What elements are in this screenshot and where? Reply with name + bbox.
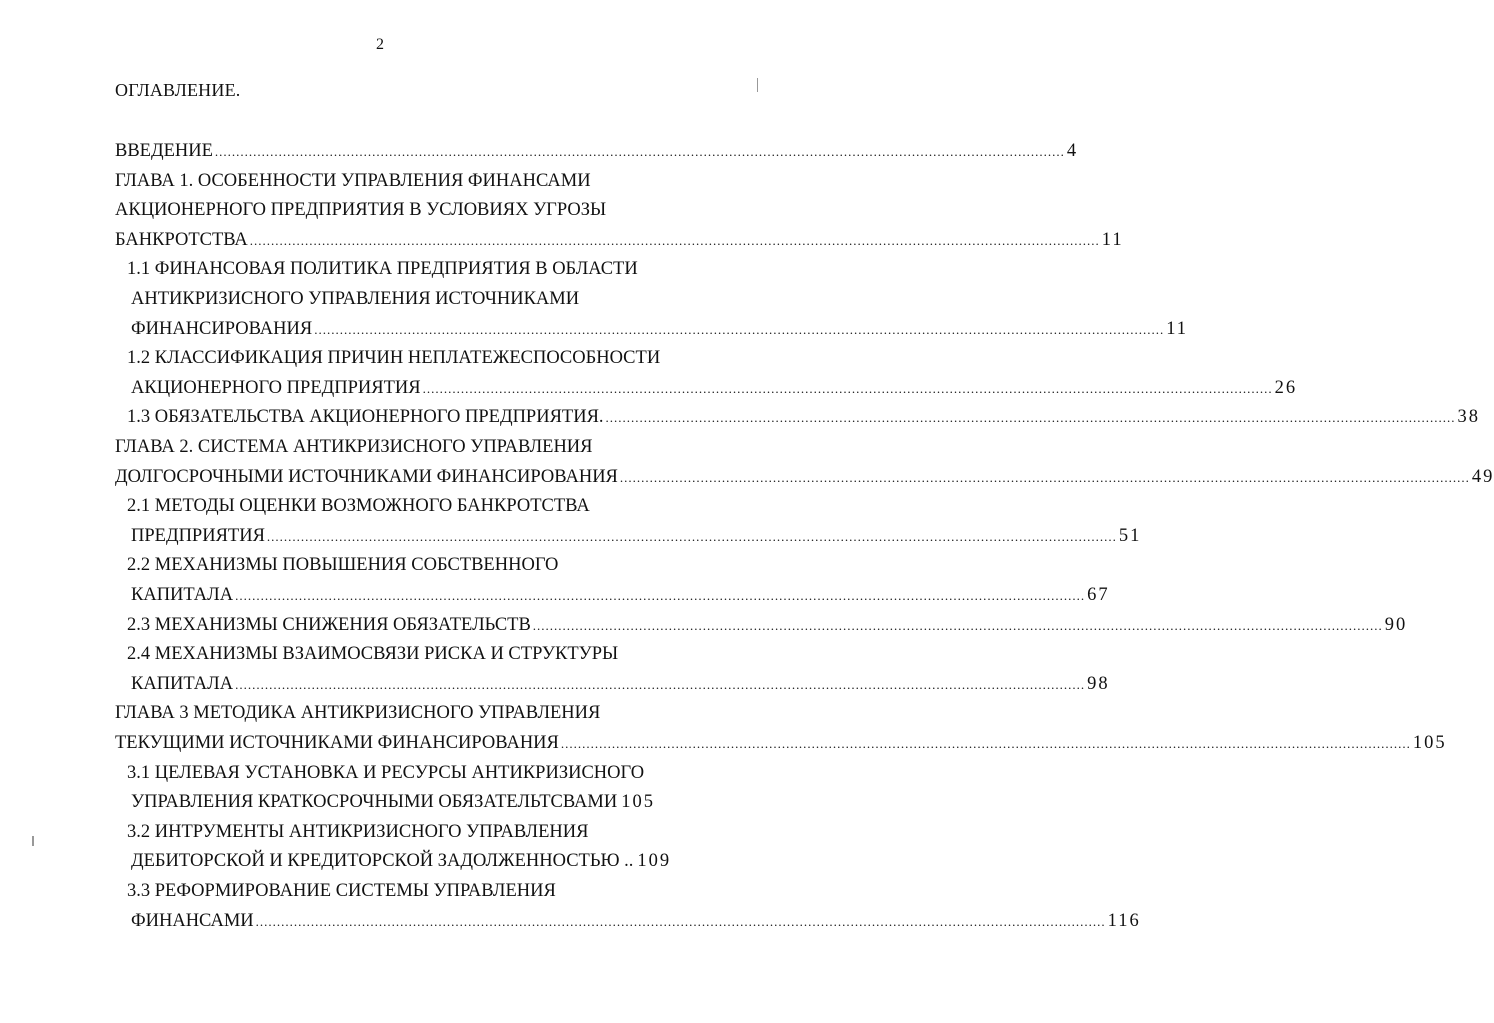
toc-entry-page: 109	[637, 851, 672, 872]
toc-heading: ОГЛАВЛЕНИЕ.	[115, 80, 241, 100]
toc-entry-page: 4	[1066, 141, 1079, 161]
toc-entry-page: 49	[1471, 466, 1494, 487]
toc-entry	[127, 343, 660, 373]
toc-entry-title: 1.2 КЛАССИФИКАЦИЯ ПРИЧИН НЕПЛАТЕЖЕСПОСОБНОСТИ	[127, 348, 661, 369]
toc-entry	[127, 402, 1481, 432]
dot-leader: ........................................................................................................................................................................................................	[214, 144, 1065, 159]
dot-leader: ........................................................................................................................................................................................................	[532, 617, 1383, 633]
toc-entry-page: 26	[1274, 377, 1298, 398]
toc-entry-page: 105	[1412, 733, 1447, 753]
toc-entry	[131, 314, 1189, 344]
toc-entry-title: ГЛАВА 1. ОСОБЕННОСТИ УПРАВЛЕНИЯ ФИНАНСАМИ	[115, 170, 591, 191]
toc-entry-title: АНТИКРИЗИСНОГО УПРАВЛЕНИЯ ИСТОЧНИКАМИ	[131, 289, 580, 309]
toc-entry	[115, 728, 1447, 758]
toc-entry-title: ГЛАВА 3 МЕТОДИКА АНТИКРИЗИСНОГО УПРАВЛЕНИЯ	[115, 703, 601, 724]
toc-entry	[127, 758, 644, 788]
toc-entry-title: ВВЕДЕНИЕ	[115, 141, 213, 161]
toc-entry-title: ПРЕДПРИЯТИЯ	[131, 525, 265, 546]
toc-entry-title: 3.3 РЕФОРМИРОВАНИЕ СИСТЕМЫ УПРАВЛЕНИЯ	[127, 881, 556, 901]
toc-entry	[127, 491, 590, 521]
toc-entry-title: ТЕКУЩИМИ ИСТОЧНИКАМИ ФИНАНСИРОВАНИЯ	[115, 733, 559, 753]
toc-entry-page: 98	[1087, 673, 1110, 694]
toc-entry	[127, 639, 618, 669]
toc-entry-page: 116	[1107, 910, 1141, 931]
toc-entry	[115, 432, 593, 462]
dot-leader: ........................................................................................................................................................................................................	[619, 469, 1470, 485]
toc-entry	[131, 669, 1110, 699]
dot-leader: ........................................................................................................................................................................................................	[605, 410, 1456, 426]
toc-entry-title: ФИНАНСАМИ	[131, 910, 254, 931]
toc-entry-title: ГЛАВА 2. СИСТЕМА АНТИКРИЗИСНОГО УПРАВЛЕНИЯ	[115, 437, 593, 457]
toc-entry-page: 105	[621, 792, 655, 813]
toc-entry	[127, 254, 638, 284]
toc-entry-page: 90	[1384, 614, 1408, 635]
toc-entry-title: ДОЛГОСРОЧНЫМИ ИСТОЧНИКАМИ ФИНАНСИРОВАНИЯ	[115, 466, 618, 487]
toc-entry-title: ФИНАНСИРОВАНИЯ	[131, 318, 313, 339]
toc-entry	[131, 846, 672, 876]
scan-mark	[32, 836, 34, 846]
toc-entry	[115, 195, 606, 225]
toc-entry	[127, 550, 558, 580]
toc-entry-page: 11	[1166, 318, 1189, 339]
toc-entry-page: 38	[1457, 407, 1481, 428]
toc-entry-title: АКЦИОНЕРНОГО ПРЕДПРИЯТИЯ В УСЛОВИЯХ УГРОЗЫ	[115, 200, 607, 221]
toc-entry	[131, 284, 579, 314]
dot-leader: ........................................................................................................................................................................................................	[266, 528, 1117, 544]
toc-entry	[115, 225, 1124, 255]
toc-entry-title: 3.1 ЦЕЛЕВАЯ УСТАНОВКА И РЕСУРСЫ АНТИКРИЗИСНОГО	[127, 762, 645, 783]
toc-entry	[131, 521, 1142, 551]
toc-entry-title: ДЕБИТОРСКОЙ И КРЕДИТОРСКОЙ ЗАДОЛЖЕННОСТЬЮ ..	[131, 851, 634, 872]
toc-entry	[131, 373, 1298, 403]
toc-entry	[131, 787, 655, 817]
toc-entry-title: КАПИТАЛА	[131, 585, 234, 605]
toc-entry	[115, 698, 600, 728]
toc-entry-title: 1.3 ОБЯЗАТЕЛЬСТВА АКЦИОНЕРНОГО ПРЕДПРИЯТИЯ.	[127, 407, 604, 428]
dot-leader: ........................................................................................................................................................................................................	[314, 321, 1165, 337]
toc-entry-title: 2.2 МЕХАНИЗМЫ ПОВЫШЕНИЯ СОБСТВЕННОГО	[127, 555, 559, 576]
toc-entry-title: БАНКРОТСТВА	[115, 229, 248, 250]
toc-entry-title: 2.4 МЕХАНИЗМЫ ВЗАИМОСВЯЗИ РИСКА И СТРУКТУРЫ	[127, 644, 619, 665]
toc-entry-title: КАПИТАЛА	[131, 673, 234, 694]
toc-entry	[127, 610, 1408, 640]
toc-entry	[127, 876, 556, 906]
toc-entry-title: 2.1 МЕТОДЫ ОЦЕНКИ ВОЗМОЖНОГО БАНКРОТСТВА	[127, 496, 590, 517]
toc-entry-title: 3.2 ИНТРУМЕНТЫ АНТИКРИЗИСНОГО УПРАВЛЕНИЯ	[127, 821, 589, 842]
scan-mark	[757, 78, 758, 92]
toc-entry-page: 51	[1118, 525, 1142, 546]
dot-leader: ........................................................................................................................................................................................................	[255, 913, 1106, 929]
dot-leader: ........................................................................................................................................................................................................	[249, 232, 1100, 248]
toc-entry-page: 67	[1087, 585, 1110, 605]
toc-entry	[115, 136, 1079, 166]
toc-entry	[131, 906, 1141, 936]
toc-entry-title: УПРАВЛЕНИЯ КРАТКОСРОЧНЫМИ ОБЯЗАТЕЛЬТСВАМИ	[131, 792, 618, 813]
dot-leader: ........................................................................................................................................................................................................	[422, 380, 1273, 396]
dot-leader: ........................................................................................................................................................................................................	[560, 736, 1411, 751]
toc-entry	[115, 166, 591, 196]
toc-entry-title: 1.1 ФИНАНСОВАЯ ПОЛИТИКА ПРЕДПРИЯТИЯ В ОБЛАСТИ	[127, 259, 638, 280]
toc-entry-title: 2.3 МЕХАНИЗМЫ СНИЖЕНИЯ ОБЯЗАТЕЛЬСТВ	[127, 614, 531, 635]
toc-entry	[115, 462, 1494, 492]
toc-entry-page: 11	[1101, 229, 1124, 250]
toc-entry-title: АКЦИОНЕРНОГО ПРЕДПРИЯТИЯ	[131, 377, 421, 398]
toc-entry	[131, 580, 1110, 610]
toc-entry	[127, 817, 588, 847]
dot-leader: ........................................................................................................................................................................................................	[235, 676, 1086, 692]
dot-leader: ........................................................................................................................................................................................................	[235, 588, 1086, 603]
page-number: 2	[376, 36, 384, 53]
